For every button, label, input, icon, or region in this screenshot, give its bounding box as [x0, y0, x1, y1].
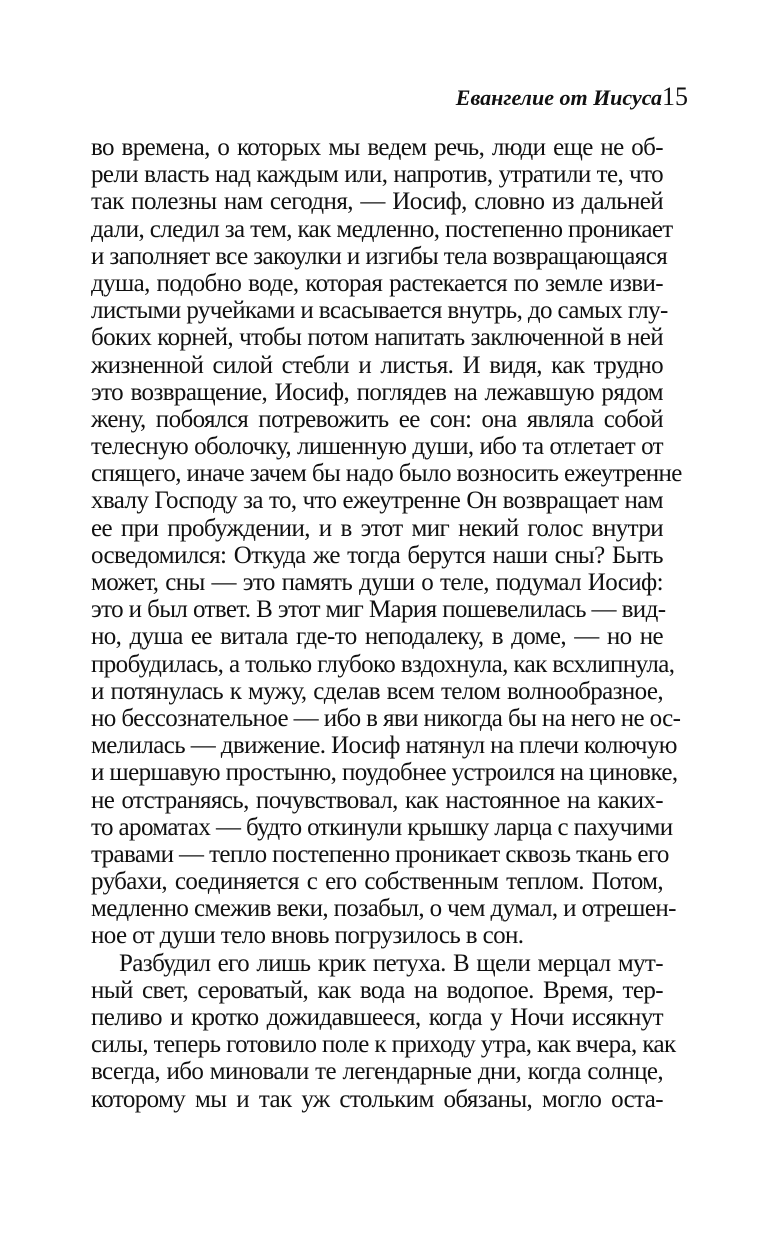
- text-line: рубахи, соединяется с его собственным теплом. Потом,: [91, 868, 663, 896]
- text-line: во времена, о которых мы ведем речь, люди еще не об-: [91, 134, 663, 161]
- text-line: жену, побоялся потревожить ее сон: она являла собой: [91, 405, 663, 433]
- paragraph-2: [91, 949, 676, 1113]
- text-line: медленно смежив веки, позабыл, о чем думал, и отрешен-: [91, 895, 676, 923]
- paragraph-1: [91, 134, 682, 950]
- text-line: силы, теперь готовило поле к приходу утра, как вчера, как: [91, 1031, 676, 1059]
- body-text: [91, 134, 682, 1113]
- text-line: и потянулась к мужу, сделав всем телом волнообразное,: [91, 677, 663, 705]
- text-line: Разбудил его лишь крик петуха. В щели мерцал мут-: [119, 949, 663, 977]
- text-line: дали, следил за тем, как медленно, постепенно проникает: [91, 215, 673, 243]
- text-line: телесную оболочку, лишенную души, ибо та отлетает от: [91, 433, 663, 461]
- text-line: может, сны — это память души о теле, подумал Иосиф:: [91, 569, 663, 596]
- text-line: душа, подобно воде, которая растекается по земле изви-: [91, 269, 663, 297]
- text-line: травами — тепло постепенно проникает сквозь ткань его: [91, 840, 669, 868]
- page-number: 15: [662, 82, 688, 111]
- text-line: и заполняет все закоулки и изгибы тела возвращающаяся: [91, 242, 668, 270]
- text-line: пеливо и кротко дожидавшееся, когда у Ночи иссякнут: [91, 1004, 663, 1031]
- text-line: рели власть над каждым или, напротив, утратили те, что: [91, 161, 663, 189]
- text-line: это возвращение, Иосиф, поглядев на лежавшую рядом: [91, 378, 663, 406]
- text-line: листыми ручейками и всасывается внутрь, до самых глу-: [91, 297, 668, 325]
- text-line: это и был ответ. В этот миг Мария пошевелилась — вид-: [91, 596, 666, 624]
- text-line: так полезны нам сегодня, — Иосиф, словно из дальней: [91, 188, 663, 216]
- text-line: осведомился: Откуда же тогда берутся наши сны? Быть: [91, 541, 663, 569]
- text-line: мелилась — движение. Иосиф натянул на плечи колючую: [91, 732, 677, 760]
- text-line: боких корней, чтобы потом напитать заключенной в ней: [91, 324, 663, 352]
- text-line: и шершавую простыню, поудобнее устроился на циновке,: [91, 759, 678, 787]
- text-line: но бессознательное — ибо в яви никогда бы на него не ос-: [91, 704, 681, 732]
- text-line: ное от души тело вновь погрузилось в сон.: [91, 922, 524, 950]
- text-line: которому мы и так уж стольким обязаны, могло оста-: [91, 1085, 663, 1113]
- text-line: пробудилась, а только глубоко вздохнула, как всхлипнула,: [91, 650, 675, 678]
- running-title: Евангелие от Иисуса: [455, 85, 662, 110]
- text-line: ный свет, сероватый, как вода на водопое. Время, тер-: [91, 976, 663, 1004]
- text-line: спящего, иначе зачем бы надо было возносить ежеутренне: [91, 460, 682, 488]
- text-line: но, душа ее витала где-то неподалеку, в доме, — но не: [91, 623, 663, 651]
- text-line: всегда, ибо миновали те легендарные дни, когда солнце,: [91, 1058, 663, 1086]
- text-line: то ароматах — будто откинули крышку ларца с пахучими: [91, 813, 673, 841]
- text-line: хвалу Господу за то, что ежеутренне Он возвращает нам: [91, 487, 663, 515]
- text-line: не отстраняясь, почувствовал, как настоянное на каких-: [91, 786, 663, 814]
- text-line: ее при пробуждении, и в этот миг некий голос внутри: [91, 514, 663, 542]
- text-line: жизненной силой стебли и листья. И видя, как трудно: [91, 351, 663, 379]
